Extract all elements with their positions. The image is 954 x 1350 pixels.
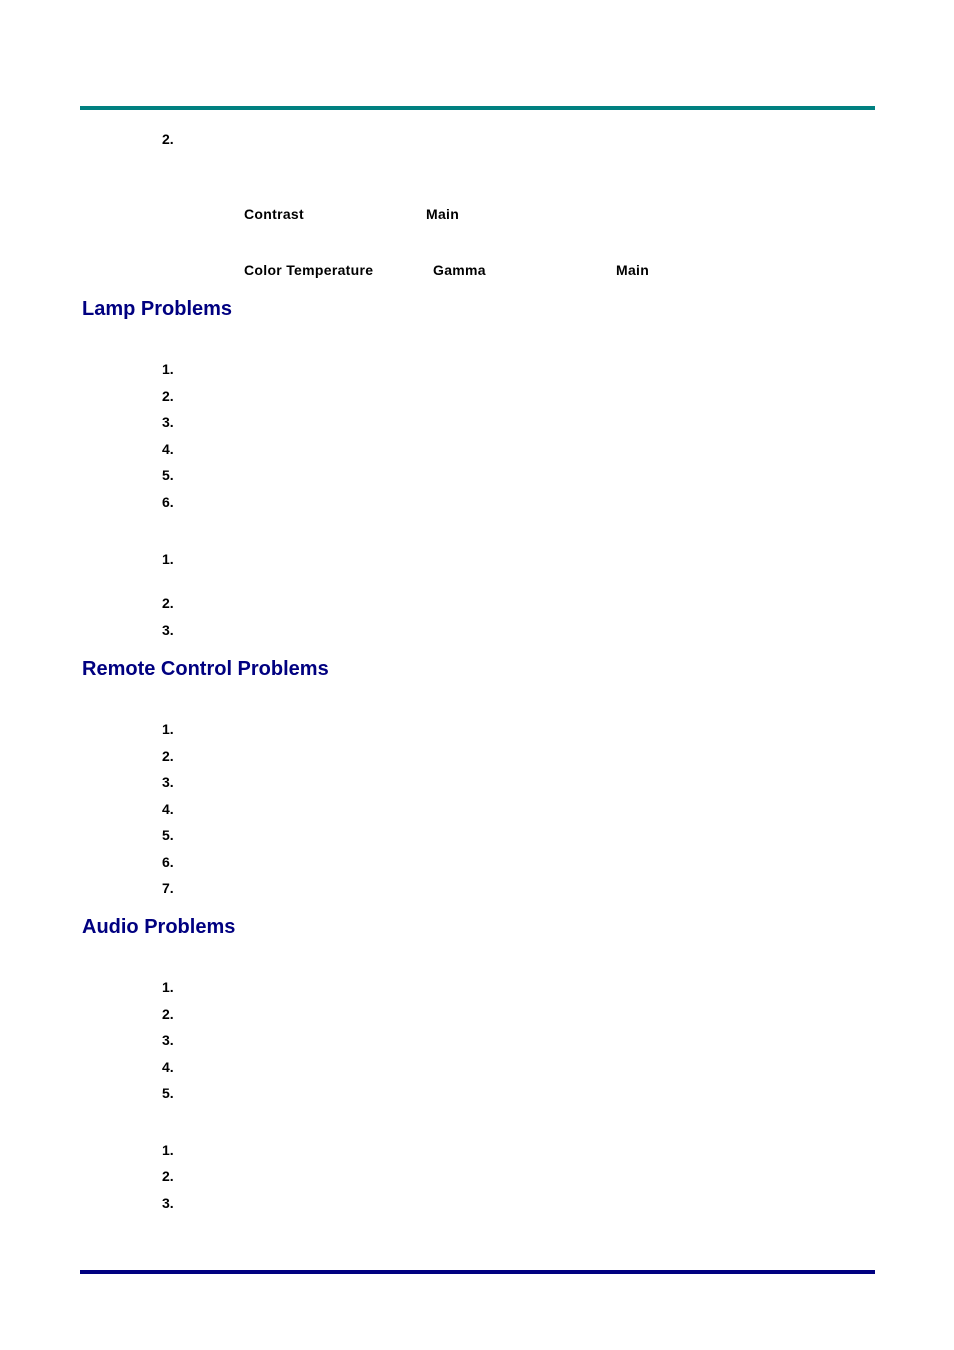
section-heading-remote-control: Remote Control Problems bbox=[82, 658, 329, 680]
list-number: 4. bbox=[162, 801, 174, 817]
list-number: 3. bbox=[162, 622, 174, 638]
list-number: 3. bbox=[162, 774, 174, 790]
list-number: 6. bbox=[162, 854, 174, 870]
list-number: 7. bbox=[162, 880, 174, 896]
list-number: 6. bbox=[162, 494, 174, 510]
term-color-temperature: Color Temperature bbox=[244, 262, 374, 278]
list-number: 5. bbox=[162, 467, 174, 483]
term-main: Main bbox=[616, 262, 650, 278]
list-number: 3. bbox=[162, 1032, 174, 1048]
list-number: 3. bbox=[162, 1195, 174, 1211]
list-number: 1. bbox=[162, 1142, 174, 1158]
list-number: 1. bbox=[162, 551, 174, 567]
list-number: 1. bbox=[162, 979, 174, 995]
list-number: 2. bbox=[162, 748, 174, 764]
list-number: 2. bbox=[162, 388, 174, 404]
term-gamma: Gamma bbox=[433, 262, 486, 278]
section-heading-audio: Audio Problems bbox=[82, 916, 236, 938]
list-number: 4. bbox=[162, 441, 174, 457]
list-number: 4. bbox=[162, 1059, 174, 1075]
term-main: Main bbox=[426, 206, 460, 222]
list-number: 2. bbox=[162, 1168, 174, 1184]
list-number: 1. bbox=[162, 721, 174, 737]
list-number: 2. bbox=[162, 1006, 174, 1022]
list-number: 5. bbox=[162, 1085, 174, 1101]
list-number: 2. bbox=[162, 595, 174, 611]
term-contrast: Contrast bbox=[244, 206, 304, 222]
list-number: 5. bbox=[162, 827, 174, 843]
list-number: 2. bbox=[162, 131, 174, 147]
section-heading-lamp: Lamp Problems bbox=[82, 298, 233, 320]
list-number: 1. bbox=[162, 361, 174, 377]
list-number: 3. bbox=[162, 414, 174, 430]
header-rule bbox=[80, 106, 875, 110]
footer-rule bbox=[80, 1270, 875, 1274]
